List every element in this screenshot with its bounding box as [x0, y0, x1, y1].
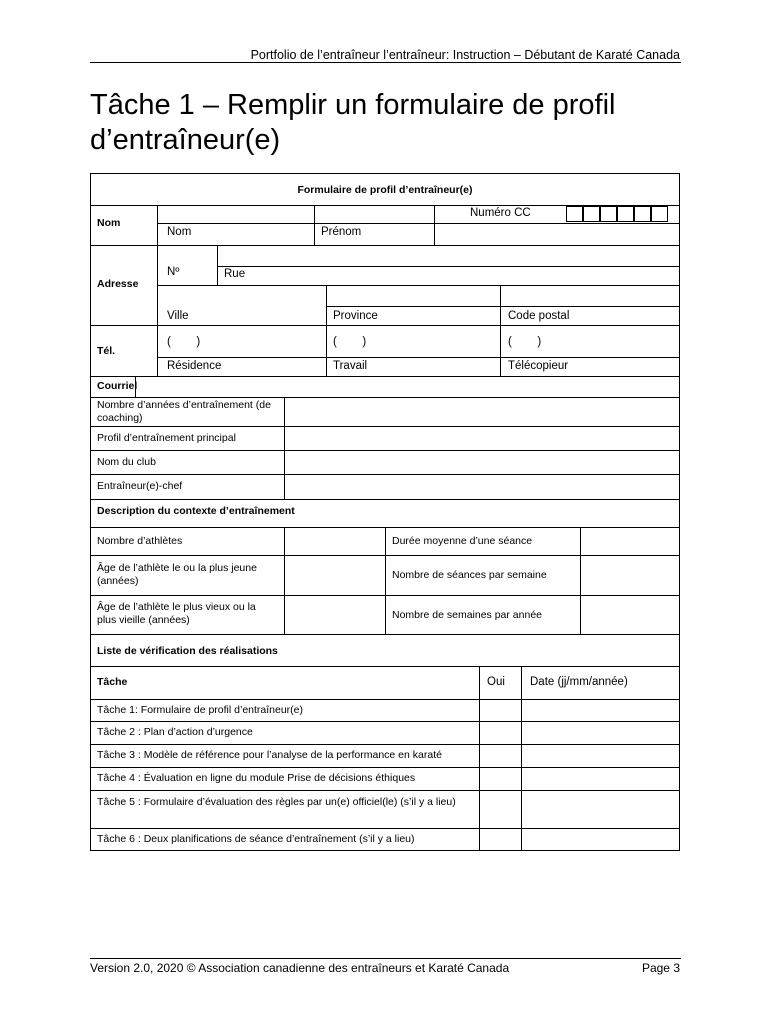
numero-civique-field[interactable]	[158, 246, 216, 265]
task-row-label: Tâche 2 : Plan d’action d’urgence	[97, 726, 253, 738]
athletes-label: Nombre d’athlètes	[97, 535, 183, 547]
nom-field[interactable]	[158, 206, 313, 222]
task-row-label: Tâche 4 : Évaluation en ligne du module Prise de décisions éthiques	[97, 772, 416, 784]
task-row-label: Tâche 3 : Modèle de référence pour l’analyse de la performance en karaté	[97, 749, 442, 761]
annees-label: Nombre d’années d’entraînement (de coaching)	[97, 399, 271, 424]
task-row-label: Tâche 6 : Deux planifications de séance d’entraînement (s’il y a lieu)	[97, 833, 415, 845]
date-column-header: Date (jj/mm/année)	[530, 676, 628, 688]
task-row-label: Tâche 5 : Formulaire d’évaluation des règles par un(e) officiel(le) (s’il y a lieu)	[97, 796, 456, 808]
seances-label: Nombre de séances par semaine	[392, 569, 547, 581]
cc-digit-box[interactable]	[651, 206, 668, 222]
age-vieux-field[interactable]	[285, 596, 384, 633]
page-number: Page 3	[641, 961, 680, 975]
footer-rule	[90, 958, 681, 959]
club-field[interactable]	[285, 451, 679, 473]
task-oui-checkbox[interactable]	[480, 791, 520, 827]
nom-label: Nom	[97, 217, 121, 229]
travail-label: Travail	[333, 360, 368, 372]
profil-principal-field[interactable]	[285, 427, 679, 449]
entraineur-chef-field[interactable]	[285, 475, 679, 498]
club-label: Nom du club	[97, 456, 156, 468]
header-rule	[90, 62, 681, 63]
telecopieur-label: Télécopieur	[508, 360, 569, 372]
courriel-field[interactable]	[136, 377, 679, 396]
page-title	[90, 88, 690, 158]
task-row-label: Tâche 1: Formulaire de profil d’entraîneur(e)	[97, 704, 304, 716]
semaines-label: Nombre de semaines par année	[392, 609, 543, 621]
cc-digit-box[interactable]	[566, 206, 583, 222]
adresse-label: Adresse	[97, 278, 139, 290]
task-oui-checkbox[interactable]	[480, 768, 520, 789]
telecopieur-field[interactable]	[501, 326, 679, 356]
code-postal-label: Code postal	[508, 310, 570, 322]
tel-residence-field[interactable]	[158, 326, 325, 356]
nom-sublabel: Nom	[167, 226, 192, 238]
verification-heading: Liste de vérification des réalisations	[97, 645, 278, 657]
rue-label: Rue	[224, 268, 246, 280]
prenom-field[interactable]	[315, 206, 433, 222]
province-field[interactable]	[327, 286, 499, 305]
profil-principal-label: Profil d’entraînement principal	[97, 432, 236, 444]
age-jeune-label: Âge de l’athlète le ou la plus jeune (années)	[97, 562, 257, 587]
cc-digit-box[interactable]	[600, 206, 617, 222]
prenom-sublabel: Prénom	[321, 226, 362, 238]
duree-label: Durée moyenne d’une séance	[392, 535, 533, 547]
title-line-1: Tâche 1 – Remplir un formulaire de profil	[90, 89, 616, 121]
residence-paren: ( )	[167, 336, 201, 348]
annees-field[interactable]	[285, 398, 679, 425]
duree-field[interactable]	[581, 528, 679, 554]
task-date-field[interactable]	[522, 829, 679, 850]
task-date-field[interactable]	[522, 791, 679, 827]
task-oui-checkbox[interactable]	[480, 722, 520, 743]
form-heading: Formulaire de profil d’entraîneur(e)	[297, 184, 473, 196]
province-label: Province	[333, 310, 378, 322]
ville-label: Ville	[167, 310, 189, 322]
telecopieur-paren: ( )	[508, 336, 542, 348]
cc-digit-box[interactable]	[634, 206, 651, 222]
numero-label: Nº	[167, 266, 180, 278]
age-jeune-field[interactable]	[285, 556, 384, 594]
task-oui-checkbox[interactable]	[480, 700, 520, 720]
task-date-field[interactable]	[522, 722, 679, 743]
numero-cc-label: Numéro CC	[470, 207, 531, 219]
courriel-label: Courriel	[97, 380, 138, 392]
page-header: Portfolio de l’entraîneur l’entraîneur: Instruction – Débutant de Karaté Canada	[250, 48, 680, 62]
task-date-field[interactable]	[522, 768, 679, 789]
tel-travail-field[interactable]	[327, 326, 499, 356]
code-postal-field[interactable]	[501, 286, 679, 305]
tache-column-header: Tâche	[97, 676, 128, 688]
rue-field[interactable]	[218, 246, 679, 265]
ville-field[interactable]	[158, 286, 325, 305]
contexte-heading: Description du contexte d’entraînement	[97, 505, 295, 517]
cc-digit-box[interactable]	[583, 206, 600, 222]
travail-paren: ( )	[333, 336, 367, 348]
footer-copyright: Version 2.0, 2020 © Association canadienne des entraîneurs et Karaté Canada	[90, 961, 510, 975]
entraineur-chef-label: Entraîneur(e)-chef	[97, 480, 183, 492]
task-date-field[interactable]	[522, 745, 679, 766]
task-date-field[interactable]	[522, 700, 679, 720]
athletes-field[interactable]	[285, 528, 384, 554]
semaines-field[interactable]	[581, 596, 679, 633]
oui-column-header: Oui	[487, 676, 505, 688]
title-line-2: d’entraîneur(e)	[90, 124, 281, 156]
task-oui-checkbox[interactable]	[480, 829, 520, 850]
task-oui-checkbox[interactable]	[480, 745, 520, 766]
residence-label: Résidence	[167, 360, 222, 372]
seances-field[interactable]	[581, 556, 679, 594]
age-vieux-label: Âge de l’athlète le plus vieux ou la plus vieille (années)	[97, 601, 256, 626]
cc-digit-box[interactable]	[617, 206, 634, 222]
tel-label: Tél.	[97, 345, 116, 357]
